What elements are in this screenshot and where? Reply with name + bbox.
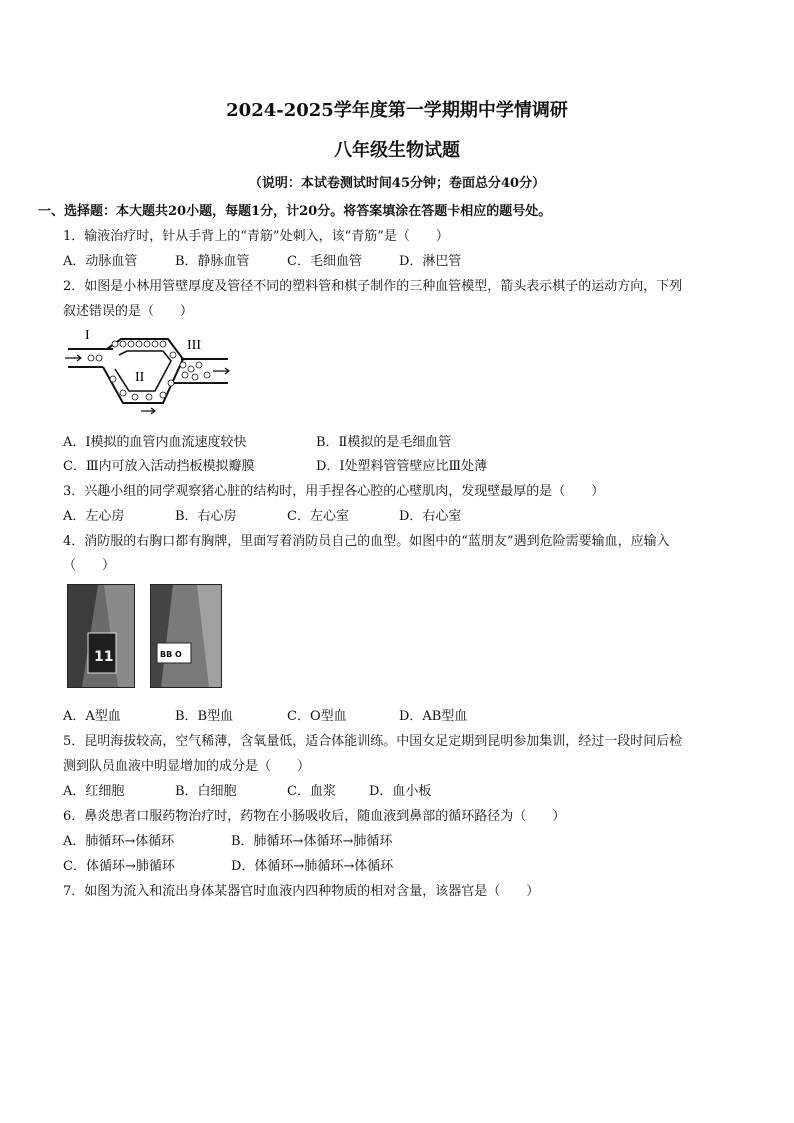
question-4-stem-line2: （ ） <box>63 558 116 573</box>
exam-note: （说明：本试卷测试时间45分钟；卷面总分40分） <box>248 176 546 191</box>
question-3-option-b: B．右心房 <box>175 509 237 524</box>
label-i: I <box>85 328 90 343</box>
question-4-option-c: C．O型血 <box>287 709 347 724</box>
blood-type-badge: BB O <box>160 650 182 659</box>
exam-title: 2024-2025学年度第一学期期中学情调研 <box>226 100 568 121</box>
question-5-option-d: D．血小板 <box>369 784 432 799</box>
question-1-stem: 1．输液治疗时，针从手背上的“青筋”处刺入，该“青筋”是（ ） <box>63 229 449 244</box>
question-4-option-d: D．AB型血 <box>399 709 468 724</box>
question-2-stem-line2: 叙述错误的是（ ） <box>63 304 194 319</box>
question-6-option-b: B．肺循环→体循环→肺循环 <box>231 834 393 849</box>
question-5-option-c: C．血浆 <box>287 784 336 799</box>
question-2-option-d: D．I处塑料管管壁应比Ⅲ处薄 <box>316 459 488 474</box>
flow-arrow-out-icon <box>213 368 229 374</box>
label-ii: II <box>135 370 145 385</box>
question-4-stem-line1: 4．消防服的右胸口都有胸牌，里面写着消防员自己的血型。如图中的“蓝朋友”遇到危险需要输血，应输入 <box>63 534 670 549</box>
firefighter-photo-right <box>150 584 222 688</box>
question-1-option-a: A．动脉血管 <box>63 254 138 269</box>
question-5-option-b: B．白细胞 <box>175 784 237 799</box>
vessel-model-diagram <box>63 325 233 417</box>
label-iii: III <box>187 338 201 353</box>
question-3-option-a: A．左心房 <box>63 509 125 524</box>
question-1-option-d: D．淋巴管 <box>399 254 462 269</box>
question-5-stem-line1: 5．昆明海拔较高，空气稀薄，含氧量低，适合体能训练。中国女足定期到昆明参加集训，经过一段时间后检 <box>63 734 683 749</box>
question-6-option-a: A．肺循环→体循环 <box>63 834 175 849</box>
question-2-option-b: B．Ⅱ模拟的是毛细血管 <box>316 435 452 450</box>
question-3-option-d: D．右心室 <box>399 509 462 524</box>
section-heading: 一、选择题：本大题共20小题，每题1分，计20分。将答案填涂在答题卡相应的题号处。 <box>38 204 552 219</box>
question-6-option-d: D．体循环→肺循环→体循环 <box>231 859 394 874</box>
flow-arrow-bottom-icon <box>141 408 155 414</box>
question-5-option-a: A．红细胞 <box>63 784 125 799</box>
badge-number: 11 <box>94 649 114 665</box>
question-1-option-c: C．毛细血管 <box>287 254 362 269</box>
flow-arrow-in-icon <box>65 355 81 361</box>
question-4-option-b: B．B型血 <box>175 709 234 724</box>
question-6-option-c: C．体循环→肺循环 <box>63 859 175 874</box>
exam-subtitle: 八年级生物试题 <box>334 140 460 161</box>
firefighter-photo-left <box>67 584 135 688</box>
question-3-option-c: C．左心室 <box>287 509 349 524</box>
question-2-stem-line1: 2．如图是小林用管壁厚度及管径不同的塑料管和棋子制作的三种血管模型，箭头表示棋子的运动方向，下列 <box>63 279 683 294</box>
question-2-option-a: A．I模拟的血管内血流速度较快 <box>63 435 247 450</box>
question-5-stem-line2: 测到队员血液中明显增加的成分是（ ） <box>63 759 311 774</box>
vessel-model-figure <box>63 325 233 417</box>
question-7-stem: 7．如图为流入和流出身体某器官时血液内四种物质的相对含量，该器官是（ ） <box>63 884 540 899</box>
question-1-option-b: B．静脉血管 <box>175 254 250 269</box>
question-6-stem: 6．鼻炎患者口服药物治疗时，药物在小肠吸收后，随血液到鼻部的循环路径为（ ） <box>63 809 566 824</box>
question-2-option-c: C．Ⅲ内可放入活动挡板模拟瓣膜 <box>63 459 255 474</box>
question-4-option-a: A．A型血 <box>63 709 121 724</box>
question-3-stem: 3．兴趣小组的同学观察猪心脏的结构时，用手捏各心腔的心壁肌肉，发现壁最厚的是（ ） <box>63 484 605 499</box>
